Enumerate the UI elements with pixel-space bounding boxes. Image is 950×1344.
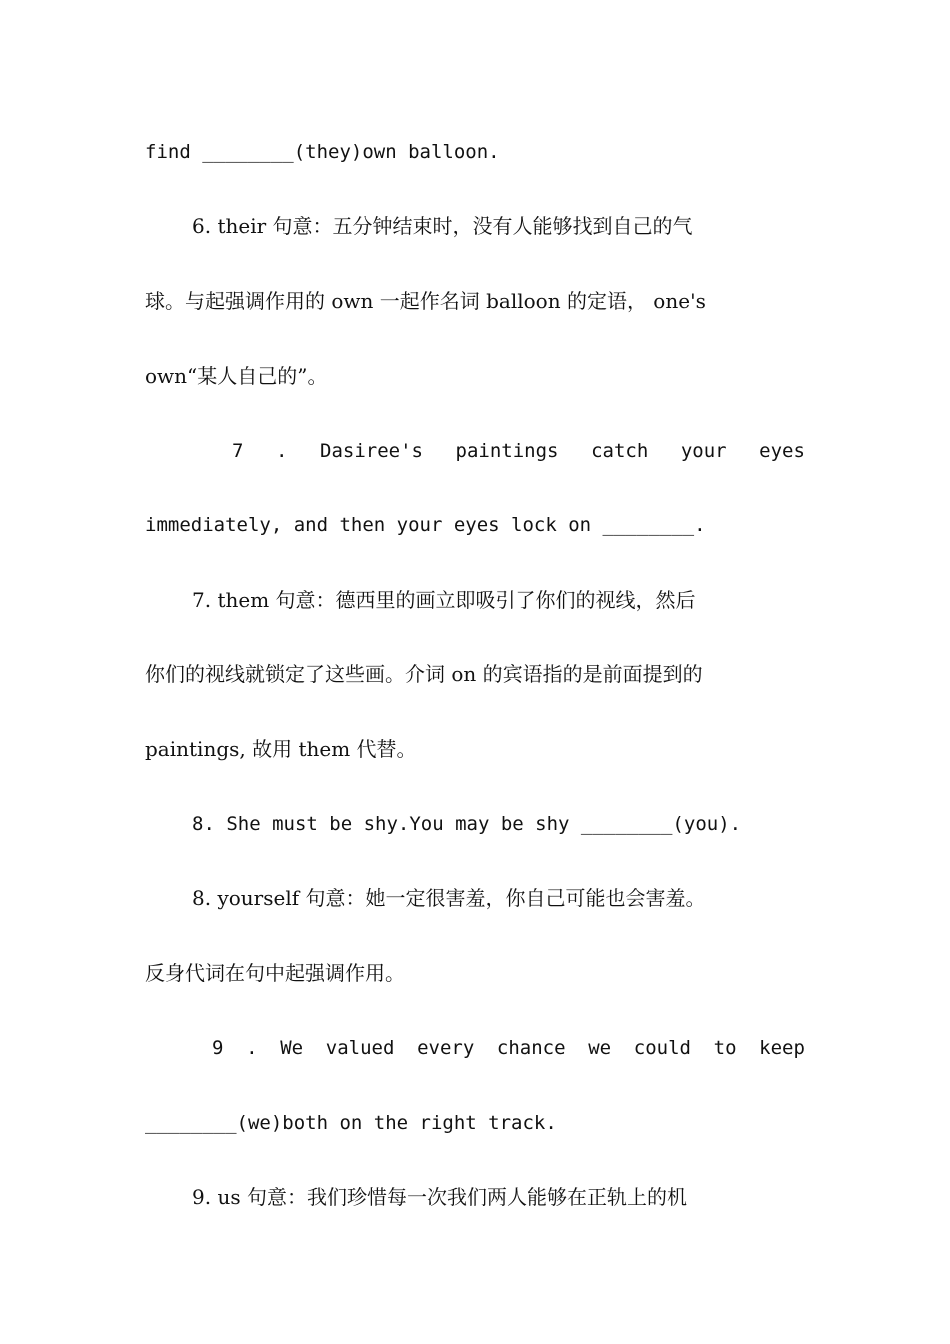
text-line: 6. their 句意：五分钟结束时，没有人能够找到自己的气 bbox=[192, 214, 693, 238]
text-line: 8. yourself 句意：她一定很害羞，你自己可能也会害羞。 bbox=[192, 886, 706, 910]
word: . bbox=[246, 1037, 258, 1059]
text-line: 球。与起强调作用的 own 一起作名词 balloon 的定语， one's bbox=[145, 289, 706, 313]
word: paintings bbox=[455, 440, 559, 462]
text-line-justified bbox=[212, 1031, 805, 1065]
text-line: 反身代词在句中起强调作用。 bbox=[145, 961, 405, 985]
word: catch bbox=[591, 440, 649, 462]
word: 7 bbox=[232, 440, 244, 462]
word: we bbox=[588, 1037, 612, 1059]
word: . bbox=[276, 440, 288, 462]
text-line: find ________(they)own balloon. bbox=[145, 141, 500, 163]
word: could bbox=[633, 1037, 691, 1059]
word: We bbox=[280, 1037, 304, 1059]
word: eyes bbox=[759, 440, 805, 462]
word: your bbox=[680, 440, 727, 462]
word: every bbox=[417, 1037, 475, 1059]
word: 9 bbox=[212, 1037, 224, 1059]
text-line: 9. us 句意：我们珍惜每一次我们两人能够在正轨上的机 bbox=[192, 1185, 687, 1209]
word: Dasiree's bbox=[320, 440, 423, 462]
text-line: 7. them 句意：德西里的画立即吸引了你们的视线，然后 bbox=[192, 588, 696, 612]
text-line-justified bbox=[232, 434, 805, 468]
text-line: own“某人自己的”。 bbox=[145, 364, 328, 388]
word: valued bbox=[325, 1037, 395, 1059]
word: to bbox=[713, 1037, 737, 1059]
text-line: 8. She must be shy.You may be shy ________(you). bbox=[192, 813, 742, 835]
text-line: 你们的视线就锁定了这些画。介词 on 的宾语指的是前面提到的 bbox=[145, 662, 703, 686]
word: keep bbox=[759, 1037, 805, 1059]
text-line: paintings, 故用 them 代替。 bbox=[145, 737, 417, 761]
text-line: immediately, and then your eyes lock on ________. bbox=[145, 514, 706, 536]
word: chance bbox=[496, 1037, 566, 1059]
text-line: ________(we)both on the right track. bbox=[145, 1112, 557, 1134]
